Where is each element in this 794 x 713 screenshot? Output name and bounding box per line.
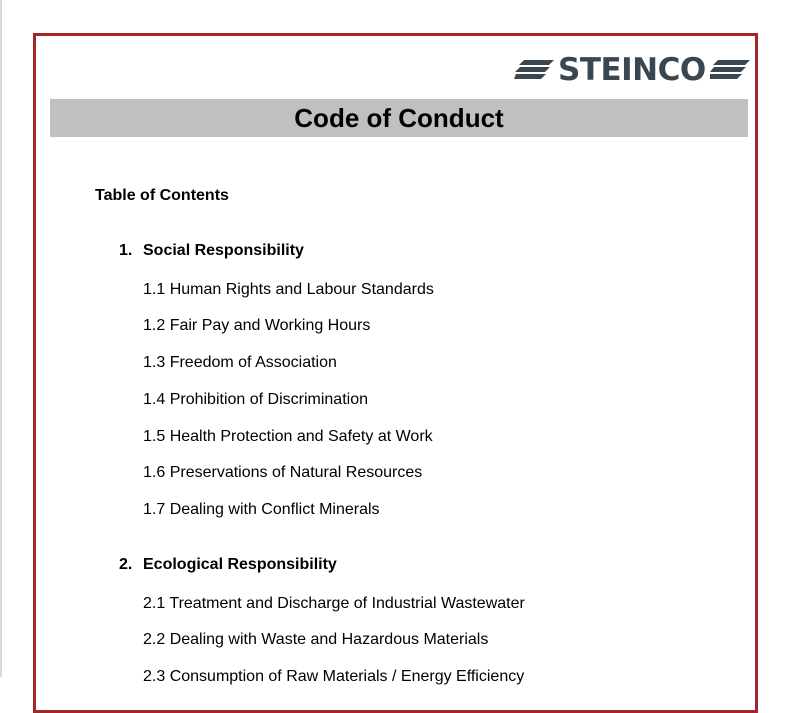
- section-title: Ecological Responsibility: [143, 556, 337, 573]
- toc-heading: Table of Contents: [95, 187, 229, 204]
- document-title: Code of Conduct: [294, 102, 504, 133]
- toc-entry: 1.2 Fair Pay and Working Hours: [143, 317, 371, 334]
- logo-text: STEINCO: [558, 52, 706, 88]
- logo-left-stripes-icon: [514, 57, 554, 83]
- toc-section-social: [119, 242, 304, 260]
- section-number: 1.: [119, 242, 133, 259]
- logo-right-stripes-icon: [710, 57, 750, 83]
- viewer-edge: [0, 0, 2, 677]
- title-bar: [50, 99, 748, 137]
- toc-entry: 1.3 Freedom of Association: [143, 354, 337, 371]
- toc-entry: 1.7 Dealing with Conflict Minerals: [143, 501, 380, 518]
- steinco-logo: [514, 50, 750, 90]
- toc-entry: 2.3 Consumption of Raw Materials / Energy Efficiency: [143, 668, 525, 685]
- toc-entry: 1.4 Prohibition of Discrimination: [143, 391, 368, 408]
- toc-entry: 1.1 Human Rights and Labour Standards: [143, 281, 434, 298]
- toc-section-ecological: [119, 556, 337, 574]
- document-page: [33, 33, 758, 713]
- section-title: Social Responsibility: [143, 242, 304, 259]
- section-number: 2.: [119, 556, 133, 573]
- toc-entry: 2.2 Dealing with Waste and Hazardous Materials: [143, 631, 489, 648]
- toc-entry: 1.5 Health Protection and Safety at Work: [143, 428, 433, 445]
- toc-entry: 1.6 Preservations of Natural Resources: [143, 464, 423, 481]
- toc-entry: 2.1 Treatment and Discharge of Industrial Wastewater: [143, 595, 525, 612]
